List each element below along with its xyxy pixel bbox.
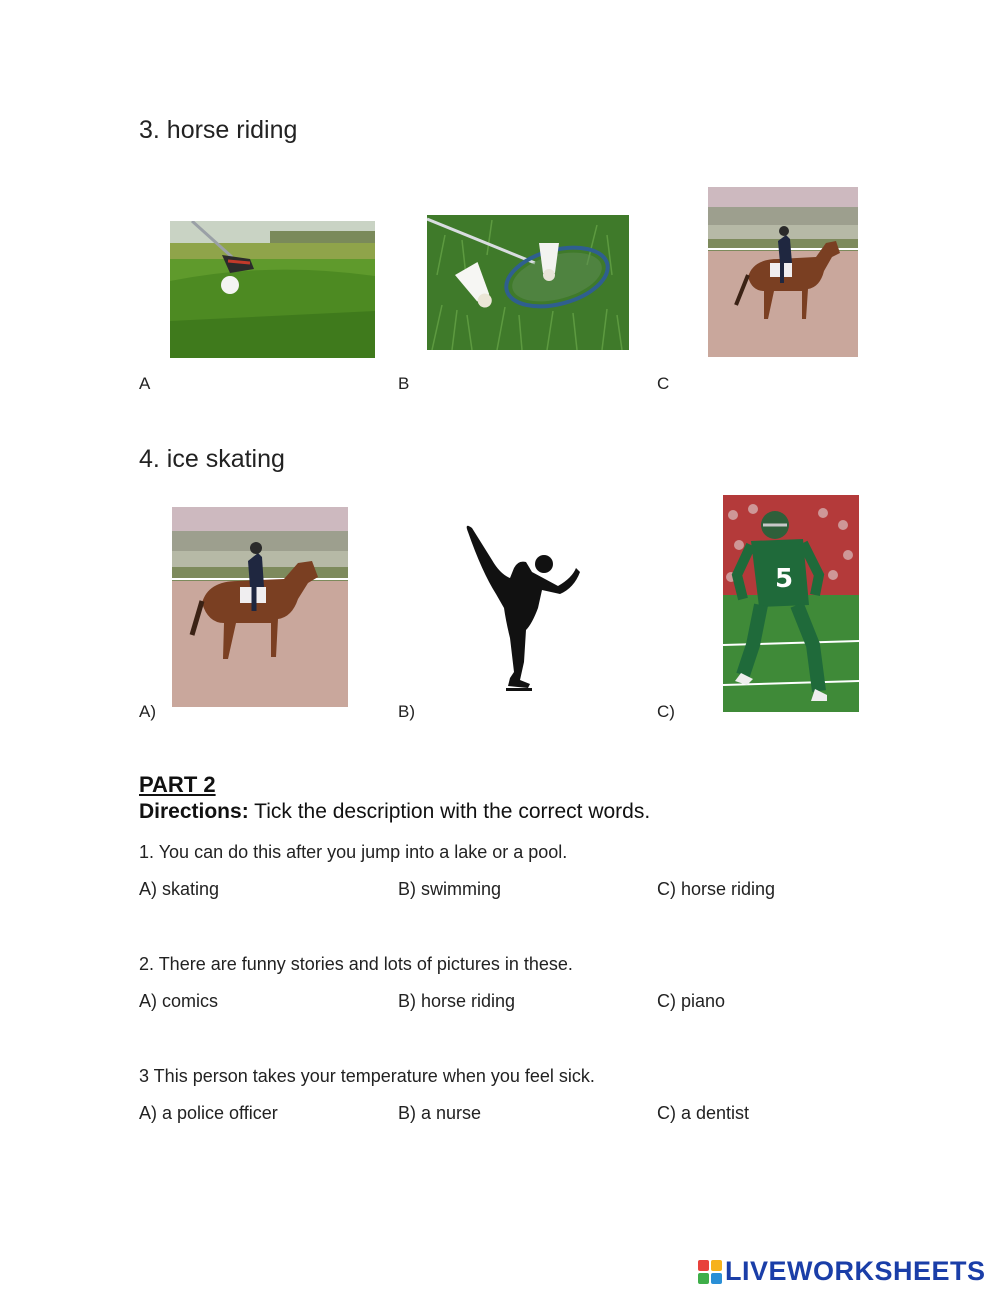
q3-option-c-letter: C (657, 374, 670, 393)
question-4-title: 4. ice skating (139, 445, 285, 473)
directions-text: Tick the description with the correct words. (248, 800, 651, 823)
badminton-racket-icon (427, 215, 629, 350)
part2-q3-option-b[interactable]: B) a nurse (398, 1103, 482, 1123)
part2-question-3: 3 This person takes your temperature when you feel sick. (139, 1066, 595, 1086)
figure-skater-icon (448, 512, 608, 702)
q4-option-b-letter: B) (398, 702, 415, 721)
q4-option-c-letter: C) (657, 702, 675, 721)
q3-option-a-image[interactable] (170, 221, 375, 358)
part2-question-2: 2. There are funny stories and lots of pictures in these. (139, 954, 573, 974)
part2-q3-option-c[interactable]: C) a dentist (657, 1103, 750, 1123)
part2-q1-option-c[interactable]: C) horse riding (657, 879, 776, 899)
part2-q1-option-a[interactable]: A) skating (139, 879, 220, 899)
liveworksheets-logo[interactable] (697, 1256, 986, 1287)
q3-option-a-letter: A (139, 374, 151, 393)
q4-option-a-letter: A) (139, 702, 156, 721)
part2-q2-option-a[interactable]: A) comics (139, 991, 219, 1011)
part-2-title: PART 2 (139, 772, 216, 797)
q3-option-b-letter: B (398, 374, 410, 393)
q3-option-b-image[interactable] (427, 215, 629, 350)
liveworksheets-logo-text: LIVEWORKSHEETS (725, 1256, 986, 1286)
part2-question-1: 1. You can do this after you jump into a lake or a pool. (139, 842, 568, 862)
part2-q3-option-a[interactable]: A) a police officer (139, 1103, 278, 1123)
q4-option-a-image[interactable] (172, 507, 348, 707)
part2-q2-option-c[interactable]: C) piano (657, 991, 726, 1011)
horse-rider-icon (708, 187, 858, 357)
golf-ball-icon (170, 221, 375, 358)
q3-option-c-image[interactable] (708, 187, 858, 357)
q4-option-c-image[interactable] (723, 495, 859, 712)
svg-text:5: 5 (775, 564, 794, 594)
directions-line (139, 800, 650, 824)
directions-label: Directions: (139, 800, 249, 823)
question-3-title: 3. horse riding (139, 116, 298, 144)
part2-q1-option-b[interactable]: B) swimming (398, 879, 502, 899)
liveworksheets-logo-icon (697, 1259, 723, 1285)
football-player-icon (723, 495, 859, 712)
q4-option-b-image[interactable] (448, 512, 608, 702)
horse-rider-icon (172, 507, 348, 707)
part2-q2-option-b[interactable]: B) horse riding (398, 991, 516, 1011)
